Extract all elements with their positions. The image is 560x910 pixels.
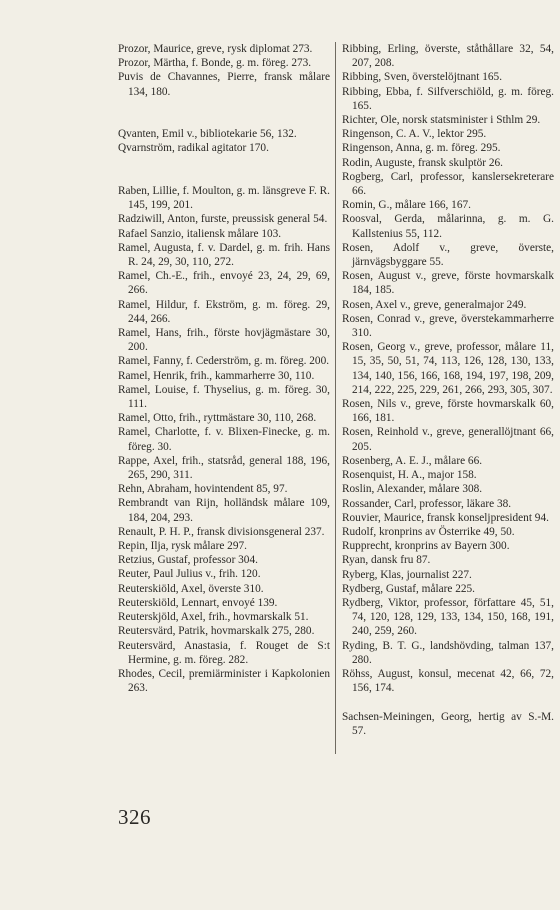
index-entry: Rosen, Adolf v., greve, överste, järnvägsbyggare 55. bbox=[342, 241, 554, 269]
letter-gap bbox=[118, 99, 330, 127]
index-entry: Qvanten, Emil v., bibliotekarie 56, 132. bbox=[118, 128, 297, 141]
index-entry: Qvarnström, radikal agitator 170. bbox=[118, 142, 269, 155]
letter-gap bbox=[342, 695, 554, 709]
index-entry: Röhss, August, konsul, mecenat 42, 66, 72, 156, 174. bbox=[342, 667, 554, 695]
index-entry: Reutersvärd, Patrik, hovmarskalk 275, 280. bbox=[118, 625, 315, 638]
index-entry: Ryding, B. T. G., landshövding, talman 137, 280. bbox=[342, 639, 554, 666]
index-entry: Roosval, Gerda, målarinna, g. m. G. Kallstenius 55, 112. bbox=[342, 213, 554, 240]
index-entry: Ramel, Hans, frih., förste hovjägmästare 30, 200. bbox=[118, 327, 330, 354]
index-entry: Rossander, Carl, professor, läkare 38. bbox=[342, 497, 512, 510]
index-entry: Rhodes, Cecil, premiärminister i Kapkolonien 263. bbox=[118, 667, 330, 695]
index-entry: Ramel, Ch.-E., frih., envoyé 23, 24, 29, 69, 266. bbox=[118, 270, 330, 297]
index-entry: Puvis de Chavannes, Pierre, fransk målare 134, 180. bbox=[118, 71, 330, 98]
index-entry: Repin, Ilja, rysk målare 297. bbox=[118, 540, 247, 553]
index-entry: Ramel, Henrik, frih., kammarherre 30, 110. bbox=[118, 369, 315, 382]
index-entry: Rosenberg, A. E. J., målare 66. bbox=[342, 454, 483, 467]
index-entry: Rosen, Nils v., greve, förste hovmarskalk 60, 166, 181. bbox=[342, 398, 554, 425]
index-entry: Reuterskiöld, Lennart, envoyé 139. bbox=[118, 596, 278, 609]
index-entry: Ramel, Charlotte, f. v. Blixen-Finecke, g. m. föreg. 30. bbox=[118, 426, 330, 453]
index-entry: Romin, G., målare 166, 167. bbox=[342, 199, 471, 212]
index-entry: Rosen, Reinhold v., greve, generallöjtnant 66, 205. bbox=[342, 426, 554, 453]
index-entry: Rudolf, kronprins av Österrike 49, 50. bbox=[342, 525, 515, 538]
index-entry: Reutersvärd, Anastasia, f. Rouget de S:t Hermine, g. m. föreg. 282. bbox=[118, 639, 330, 666]
index-entry: Ribbing, Erling, överste, ståthållare 32, 54, 207, 208. bbox=[342, 43, 554, 70]
index-entry: Rydberg, Viktor, professor, författare 45, 51, 74, 120, 128, 129, 133, 134, 150, 168, 191, 240, 259, 260. bbox=[342, 596, 554, 638]
index-entry: Renault, P. H. P., fransk divisionsgeneral 237. bbox=[118, 525, 325, 538]
index-entry: Rehn, Abraham, hovintendent 85, 97. bbox=[118, 483, 288, 496]
index-entry: Rafael Sanzio, italiensk målare 103. bbox=[118, 227, 282, 240]
index-entry: Ringenson, Anna, g. m. föreg. 295. bbox=[342, 142, 501, 155]
index-entry: Ribbing, Sven, överstelöjtnant 165. bbox=[342, 71, 503, 84]
index-entry: Ramel, Augusta, f. v. Dardel, g. m. frih. Hans R. 24, 29, 30, 110, 272. bbox=[118, 241, 330, 269]
index-entry: Prozor, Märtha, f. Bonde, g. m. föreg. 273. bbox=[118, 57, 312, 70]
index-entry: Rembrandt van Rijn, holländsk målare 109, 184, 204, 293. bbox=[118, 497, 330, 524]
index-column-right bbox=[342, 42, 554, 738]
index-entry: Roslin, Alexander, målare 308. bbox=[342, 483, 483, 496]
index-entry: Sachsen-Meiningen, Georg, hertig av S.-M. 57. bbox=[342, 710, 554, 737]
index-entry: Ribbing, Ebba, f. Silfverschiöld, g. m. föreg. 165. bbox=[342, 85, 554, 112]
page-number: 326 bbox=[118, 805, 151, 829]
index-entry: Ryan, dansk fru 87. bbox=[342, 554, 431, 567]
index-entry: Richter, Ole, norsk statsminister i Sthlm 29. bbox=[342, 114, 541, 127]
index-entry: Retzius, Gustaf, professor 304. bbox=[118, 554, 258, 567]
index-entry: Radziwill, Anton, furste, preussisk general 54. bbox=[118, 213, 328, 226]
index-entry: Rodin, Auguste, fransk skulptör 26. bbox=[342, 156, 503, 169]
index-entry: Raben, Lillie, f. Moulton, g. m. länsgreve F. R. 145, 199, 201. bbox=[118, 185, 330, 212]
index-entry: Reuter, Paul Julius v., frih. 120. bbox=[118, 568, 261, 581]
index-entry: Rupprecht, kronprins av Bayern 300. bbox=[342, 540, 510, 553]
index-entry: Ramel, Fanny, f. Cederström, g. m. föreg. 200. bbox=[118, 355, 330, 368]
column-divider bbox=[335, 42, 336, 754]
index-entry: Ringenson, C. A. V., lektor 295. bbox=[342, 128, 487, 141]
index-entry: Rogberg, Carl, professor, kanslersekreterare 66. bbox=[342, 170, 554, 198]
index-entry: Rydberg, Gustaf, målare 225. bbox=[342, 582, 475, 595]
index-entry: Ramel, Otto, frih., ryttmästare 30, 110, 268. bbox=[118, 412, 317, 425]
index-column-left bbox=[118, 42, 330, 695]
index-entry: Rouvier, Maurice, fransk konseljpresident 94. bbox=[342, 511, 549, 524]
index-entry: Ramel, Hildur, f. Ekström, g. m. föreg. 29, 244, 266. bbox=[118, 298, 330, 325]
index-entry: Rosen, August v., greve, förste hovmarskalk 184, 185. bbox=[342, 270, 554, 297]
index-entry: Prozor, Maurice, greve, rysk diplomat 273. bbox=[118, 43, 313, 55]
index-entry: Rappe, Axel, frih., statsråd, general 188, 196, 265, 290, 311. bbox=[118, 454, 330, 482]
letter-gap bbox=[118, 156, 330, 184]
index-entry: Ramel, Louise, f. Thyselius, g. m. föreg. 30, 111. bbox=[118, 383, 330, 411]
index-entry: Rosen, Georg v., greve, professor, målare 11, 15, 35, 50, 51, 74, 113, 126, 128, 130, 133, 134, 140, 156, 166, 168, 194, 197, 198, 209, 214, 222, 225, 229, 261, 266, 293, 305, 307. bbox=[342, 341, 554, 396]
index-entry: Ryberg, Klas, journalist 227. bbox=[342, 568, 472, 581]
index-entry: Rosen, Conrad v., greve, överstekammarherre 310. bbox=[342, 312, 554, 340]
index-entry: Rosenquist, H. A., major 158. bbox=[342, 469, 477, 482]
index-entry: Reuterskiöld, Axel, överste 310. bbox=[118, 582, 264, 595]
index-entry: Reuterskjöld, Axel, frih., hovmarskalk 51. bbox=[118, 611, 309, 624]
index-entry: Rosen, Axel v., greve, generalmajor 249. bbox=[342, 298, 527, 311]
